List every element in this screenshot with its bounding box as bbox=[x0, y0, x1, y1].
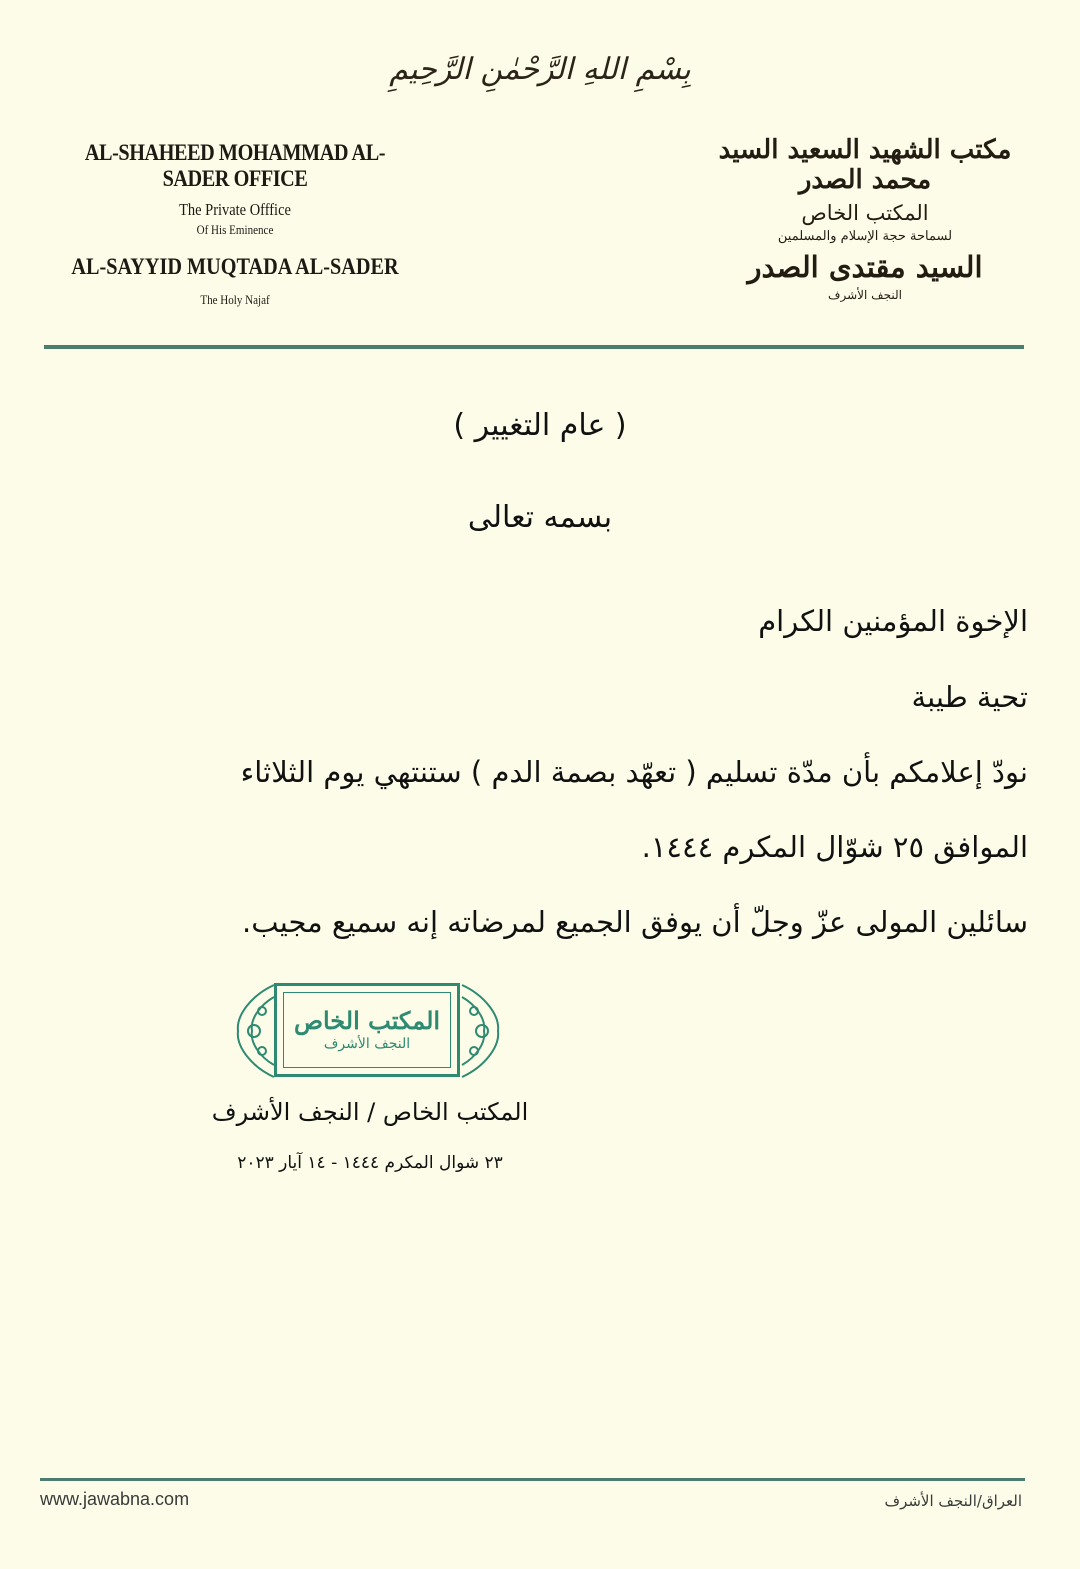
footer-website: www.jawabna.com bbox=[40, 1489, 190, 1509]
arabic-letterhead bbox=[690, 135, 1040, 302]
english-sayyid-name: AL-SAYYID MUQTADA AL-SADER bbox=[71, 254, 399, 279]
arabic-najaf: النجف الأشرف bbox=[828, 288, 902, 302]
letter-heading: ( عام التغيير ) bbox=[453, 408, 627, 443]
english-office-name: AL-SHAHEED MOHAMMAD AL-SADER OFFICE bbox=[84, 140, 386, 191]
english-holy-najaf: The Holy Najaf bbox=[200, 292, 270, 307]
english-private-office: The Private Offfice bbox=[179, 200, 291, 219]
header-divider bbox=[44, 345, 1024, 349]
letter-body-line-2: الموافق ٢٥ شوّال المكرم ١٤٤٤. bbox=[641, 830, 1028, 864]
english-letterhead bbox=[30, 140, 440, 308]
letter-subheading: بسمه تعالى bbox=[467, 500, 613, 535]
letter-salutation: الإخوة المؤمنين الكرام bbox=[758, 604, 1028, 638]
english-eminence: Of His Eminence bbox=[196, 222, 274, 237]
arabic-title: لسماحة حجة الإسلام والمسلمين bbox=[777, 229, 953, 244]
footer-location: العراق/النجف الأشرف bbox=[884, 1492, 1022, 1510]
letter-body-line-1: نودّ إعلامكم بأن مدّة تسليم ( تعهّد بصمة الدم ) ستنتهي يوم الثلاثاء bbox=[240, 755, 1028, 789]
arabic-sayyid-name: السيد مقتدى الصدر bbox=[747, 250, 983, 284]
signature-date: ٢٣ شوال المكرم ١٤٤٤ - ١٤ آيار ٢٠٢٣ bbox=[237, 1153, 503, 1173]
stamp-frame bbox=[274, 983, 460, 1077]
letter-closing: سائلين المولى عزّ وجلّ أن يوفق الجميع لمرضاته إنه سميع مجيب. bbox=[242, 905, 1028, 939]
arabic-private-office: المكتب الخاص bbox=[801, 201, 929, 225]
footer-divider bbox=[40, 1478, 1025, 1481]
arabic-office-name: مكتب الشهيد السعيد السيد محمد الصدر bbox=[718, 135, 1012, 195]
stamp-inner-frame bbox=[283, 992, 451, 1068]
stamp-line-1: المكتب الخاص bbox=[293, 1006, 441, 1035]
letter-greeting: تحية طيبة bbox=[911, 680, 1028, 714]
stamp-line-2: النجف الأشرف bbox=[323, 1036, 411, 1052]
signature-office: المكتب الخاص / النجف الأشرف bbox=[211, 1098, 529, 1126]
basmala-heading: بِسْمِ اللهِ الرَّحْمٰنِ الرَّحِيمِ bbox=[389, 52, 691, 87]
office-stamp bbox=[232, 975, 504, 1087]
